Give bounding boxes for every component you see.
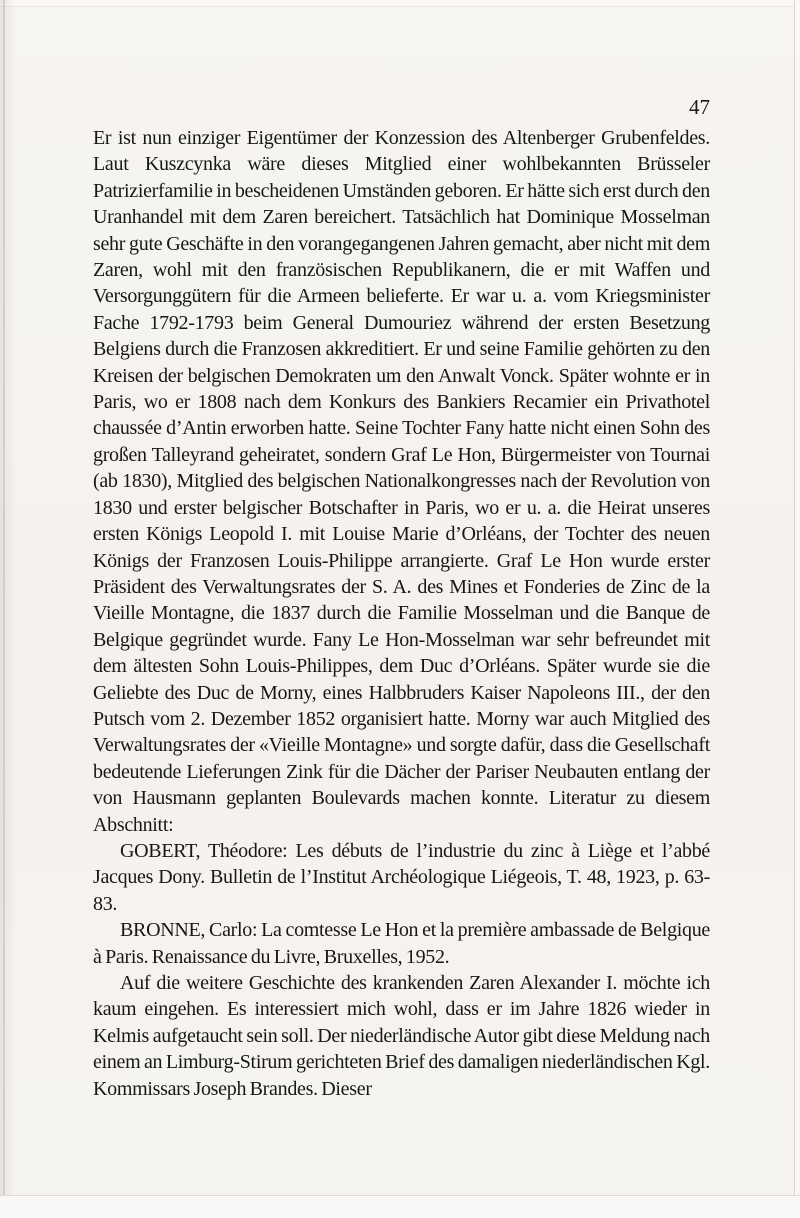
scan-top-edge	[0, 0, 800, 7]
scan-bottom-edge	[0, 1196, 800, 1218]
page-number: 47	[689, 95, 710, 119]
paragraph: Er ist nun einziger Eigentümer der Konzession des Altenberger Grubenfeldes. Laut Kuszcynka wäre dieses Mitglied einer wohlbekannten Brüsseler Patrizierfamilie in bescheidenen Umständen geboren. Er hätte sich erst durch den Uranhandel mit dem Zaren bereichert. Tatsächlich hat Dominique Mosselman sehr gute Geschäfte in den vorangegangenen Jahren gemacht, aber nicht mit dem Zaren, wohl mit den französischen Republikanern, die er mit Waffen und Versorgunggütern für die Armeen belieferte. Er war u. a. vom Kriegsminister Fache 1792-1793 beim General Dumouriez während der ersten Besetzung Belgiens durch die Franzosen akkreditiert. Er und seine Familie gehörten zu den Kreisen der belgischen Demokraten um den Anwalt Vonck. Später wohnte er in Paris, wo er 1808 nach dem Konkurs des Bankiers Recamier ein Privathotel chaussée d’Antin erworben hatte. Seine Tochter Fany hatte nicht einen Sohn des großen Talleyrand geheiratet, sondern Graf Le Hon, Bürgermeister von Tournai (ab 1830), Mitglied des belgischen Nationalkongresses nach der Revolution von 1830 und erster belgischer Botschafter in Paris, wo er u. a. die Heirat unseres ersten Königs Leopold I. mit Louise Marie d’Orléans, der Tochter des neuen Königs der Franzosen Louis-Philippe arrangierte. Graf Le Hon wurde erster Präsident des Verwaltungsrates der S. A. des Mines et Fonderies de Zinc de la Vieille Montagne, die 1837 durch die Familie Mosselman und die Banque de Belgique gegründet wurde. Fany Le Hon-Mosselman war sehr befreundet mit dem ältesten Sohn Louis-Philippes, dem Duc d’Orléans. Später wurde sie die Geliebte des Duc de Morny, eines Halbbruders Kaiser Napoleons III., der den Putsch vom 2. Dezember 1852 organisiert hatte. Morny war auch Mitglied des Verwaltungsrates der «Vieille Montagne» und sorgte dafür, dass die Gesellschaft bedeutende Lieferungen Zink für die Dächer der Pariser Neubauten entlang der von Hausmann geplanten Boulevards machen konnte. Literatur zu diesem Abschnitt:	[93, 127, 710, 836]
scan-left-edge-line	[3, 0, 5, 1218]
paragraph: Auf die weitere Geschichte des krankenden Zaren Alexander I. möchte ich kaum eingehen. Es interessiert mich wohl, dass er im Jahre 1826 wieder in Kelmis aufgetaucht sein soll. Der niederländische Autor gibt diese Meldung nach einem an Limburg-Stirum gerichteten Brief des damaligen niederländischen Kgl. Kommissars Joseph Brandes. Dieser	[93, 972, 710, 1100]
paragraph: GOBERT, Théodore: Les débuts de l’industrie du zinc à Liège et l’abbé Jacques Dony. Bulletin de l’Institut Archéologique Liégeois, T. 48, 1923, p. 63-83.	[93, 839, 710, 915]
scan-right-edge	[795, 0, 800, 1218]
body-text	[93, 125, 710, 1102]
scan-right-edge-line	[794, 0, 795, 1218]
paragraph: BRONNE, Carlo: La comtesse Le Hon et la première ambassade de Belgique à Paris. Renaissance du Livre, Bruxelles, 1952.	[93, 919, 710, 968]
